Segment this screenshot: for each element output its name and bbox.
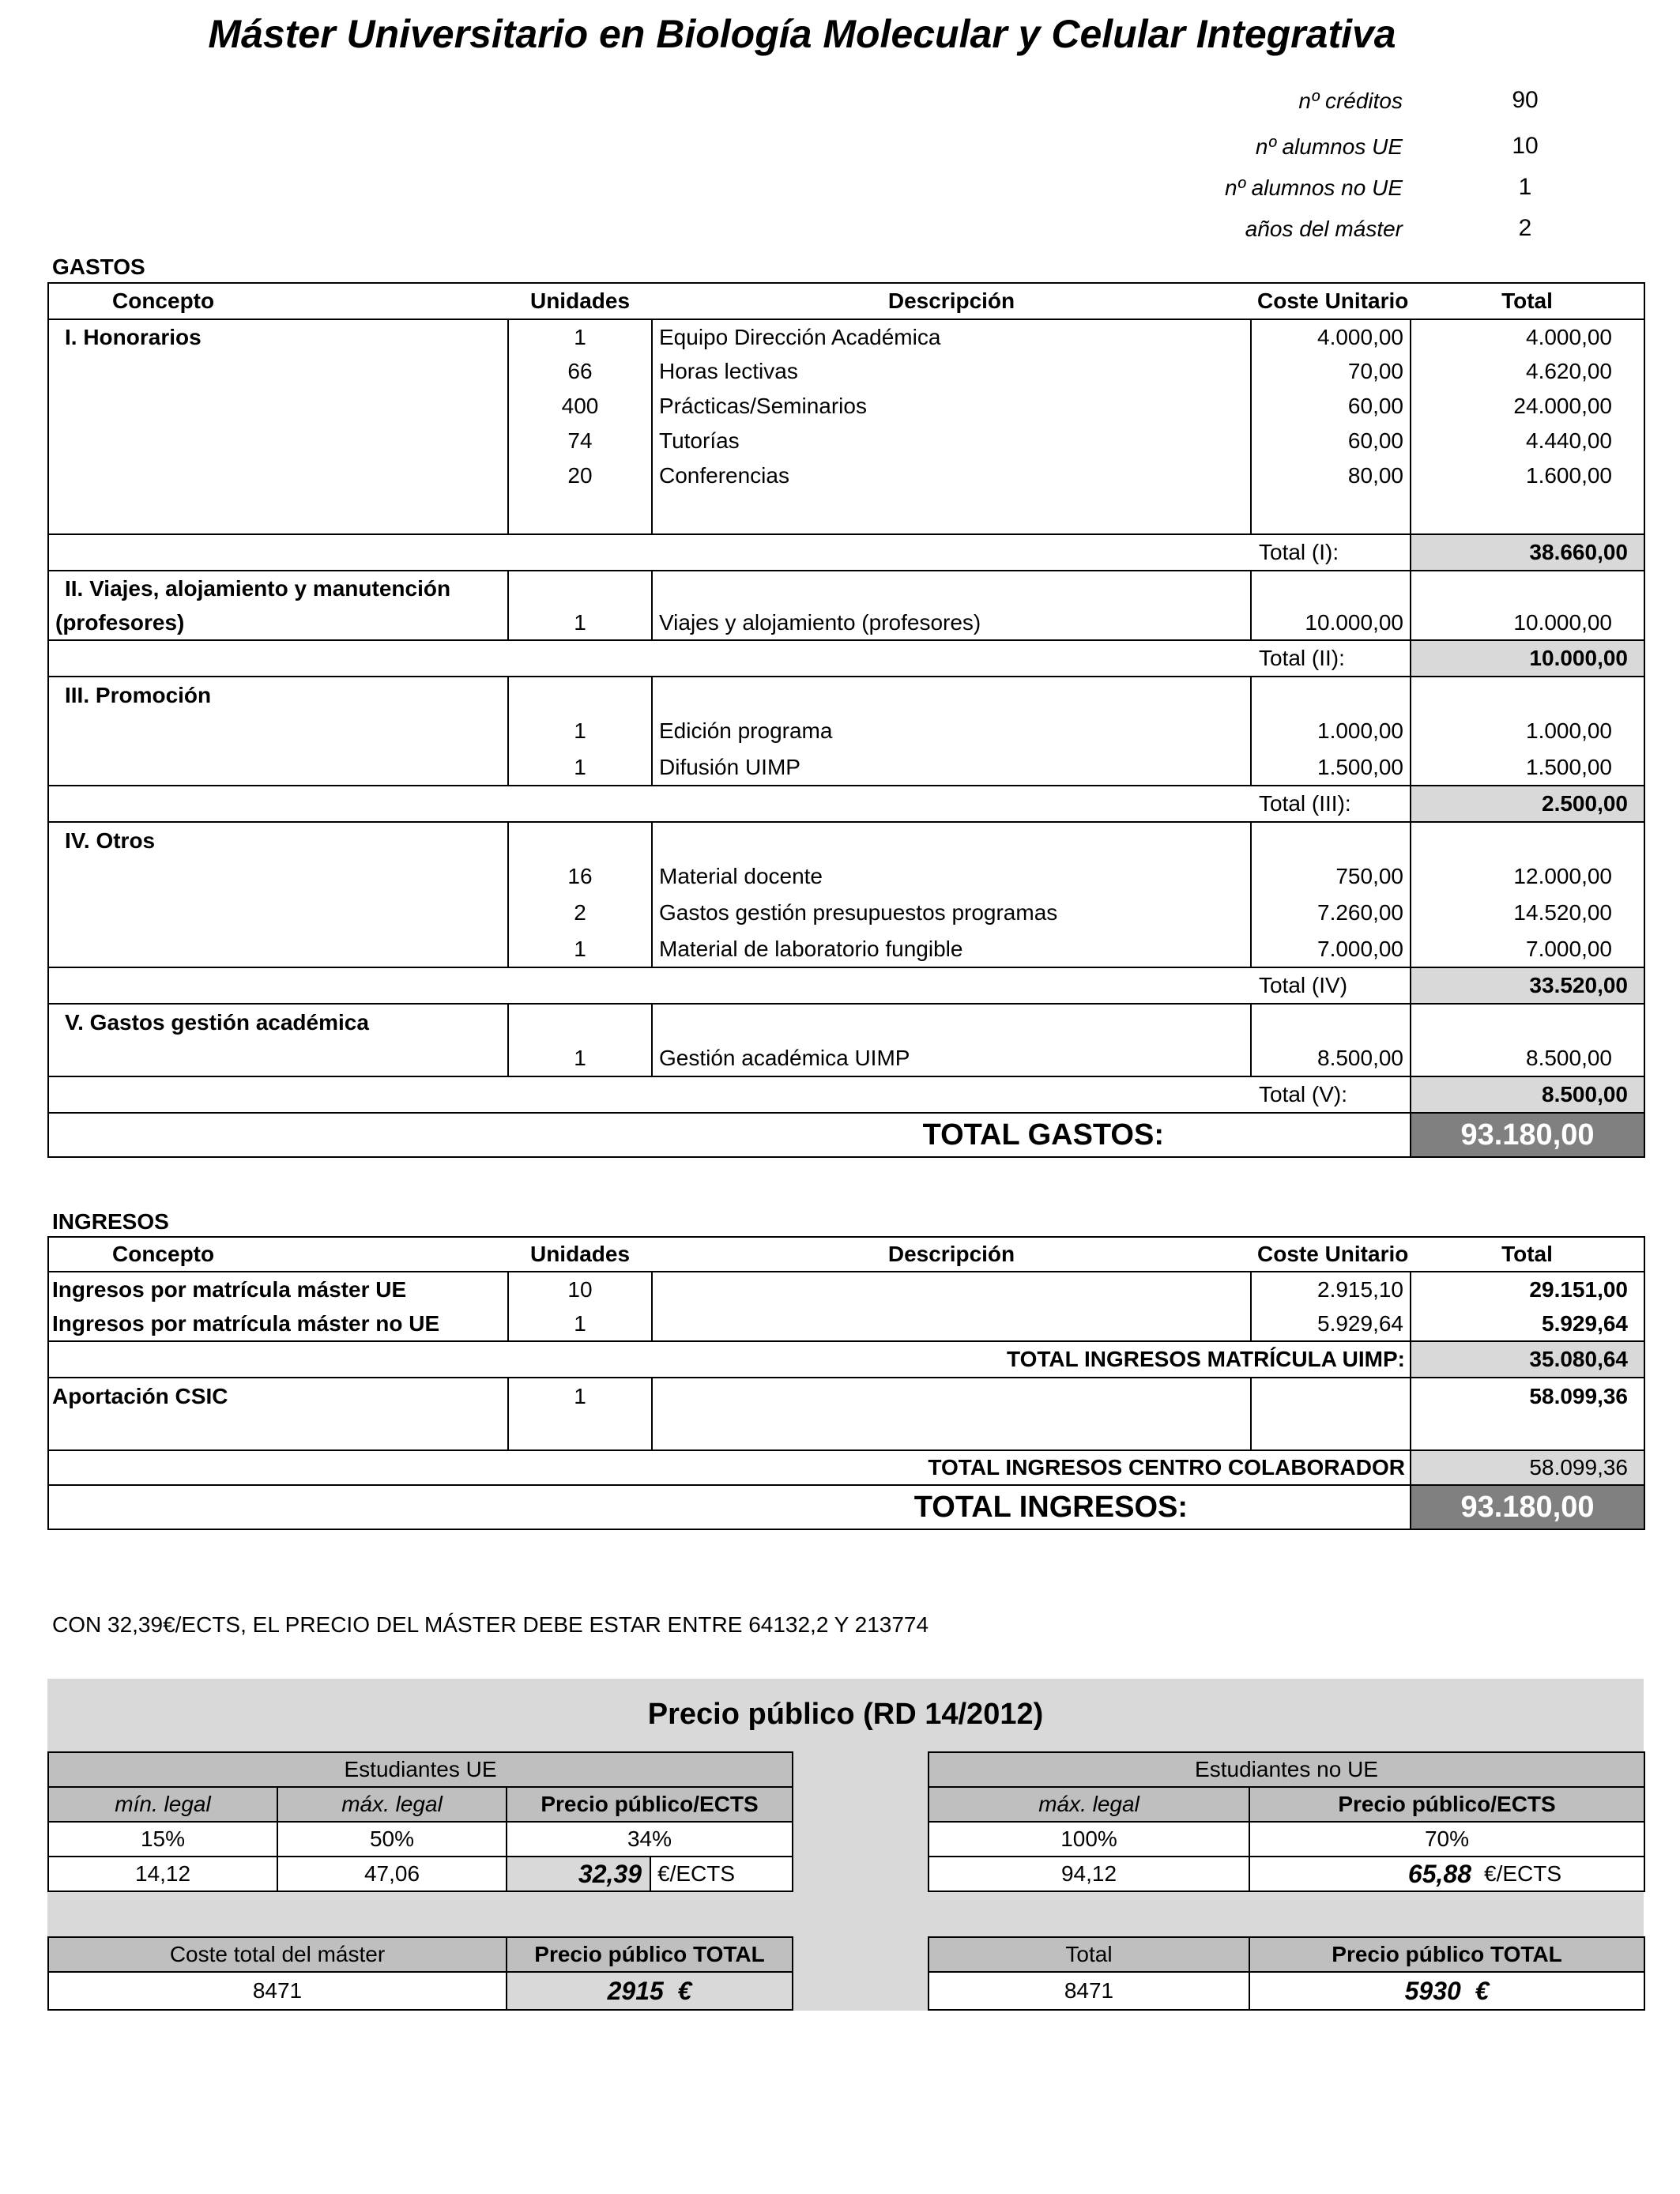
noue-val-max: 94,12	[929, 1857, 1249, 1891]
table-row	[48, 354, 1644, 389]
total-matricula-value: 35.080,64	[1411, 1341, 1644, 1378]
cell-coste: 8.500,00	[1251, 1040, 1411, 1076]
cell-total: 8.500,00	[1411, 1040, 1644, 1076]
cell-descripcion: Equipo Dirección Académica	[652, 319, 1251, 354]
ue-pct-min: 15%	[48, 1822, 277, 1857]
noue-coste-value: 8471	[929, 1972, 1249, 2010]
header-unidades: Unidades	[508, 1237, 652, 1272]
table-row	[48, 822, 1644, 858]
cell-total: 4.620,00	[1411, 354, 1644, 389]
noue-header: Estudiantes no UE	[929, 1752, 1644, 1787]
subtotal-row	[48, 640, 1644, 677]
subtotal-value: 10.000,00	[1411, 640, 1644, 677]
subtotal-row	[48, 1450, 1644, 1485]
subtotal-value: 2.500,00	[1411, 786, 1644, 822]
section-title-gestion: V. Gastos gestión académica	[48, 1004, 508, 1040]
gastos-table	[47, 282, 1645, 1158]
meta-value-alumnos-ue: 10	[1512, 133, 1539, 159]
cell-unidades: 1	[508, 749, 652, 786]
table-row	[929, 1972, 1644, 2010]
cell-coste: 60,00	[1251, 424, 1411, 458]
cell-total: 4.440,00	[1411, 424, 1644, 458]
cell-descripcion: Edición programa	[652, 713, 1251, 749]
total-ingresos-value: 93.180,00	[1411, 1485, 1644, 1529]
cell-unidades: 10	[508, 1272, 652, 1306]
header-coste: Coste Unitario	[1251, 283, 1411, 319]
subtotal-label: Total (III):	[1251, 786, 1411, 822]
header-unidades: Unidades	[508, 283, 652, 319]
cell-unidades: 74	[508, 424, 652, 458]
cell-concepto: Ingresos por matrícula máster UE	[48, 1272, 508, 1306]
table-row	[48, 1306, 1644, 1341]
cell-unidades: 1	[508, 713, 652, 749]
cell-unidades: 400	[508, 389, 652, 424]
cell-total: 1.500,00	[1411, 749, 1644, 786]
table-row	[929, 1822, 1644, 1857]
noue-pct-pp: 70%	[1249, 1822, 1644, 1857]
cell-unidades: 1	[508, 605, 652, 640]
cell-coste: 80,00	[1251, 458, 1411, 493]
table-row	[48, 458, 1644, 493]
subtotal-value: 33.520,00	[1411, 967, 1644, 1004]
cell-unidades: 1	[508, 1306, 652, 1341]
total-gastos-label: TOTAL GASTOS:	[652, 1113, 1251, 1157]
header-coste: Coste Unitario	[1251, 1237, 1411, 1272]
meta-label-alumnos-no-ue: nº alumnos no UE	[1224, 175, 1403, 200]
total-matricula-label: TOTAL INGRESOS MATRÍCULA UIMP:	[48, 1341, 1411, 1378]
ingresos-header-row	[48, 1237, 1644, 1272]
table-row	[48, 1857, 793, 1891]
meta-label-alumnos-ue: nº alumnos UE	[1255, 134, 1403, 159]
cell-coste: 70,00	[1251, 354, 1411, 389]
table-row	[48, 895, 1644, 931]
grand-total-row	[48, 1485, 1644, 1529]
cell-unidades: 1	[508, 1040, 652, 1076]
ue-total-label: Precio público TOTAL	[507, 1937, 793, 1972]
cell-empty	[48, 354, 508, 389]
table-row	[929, 1937, 1644, 1972]
noue-unit: €/ECTS	[1484, 1861, 1562, 1886]
cell-empty	[48, 458, 508, 493]
total-centro-value: 58.099,36	[1411, 1450, 1644, 1485]
ue-total-table	[47, 1936, 793, 2011]
table-row	[48, 1004, 1644, 1040]
ue-coste-value: 8471	[48, 1972, 507, 2010]
noue-total-table	[928, 1936, 1645, 2011]
gastos-header-row	[48, 283, 1644, 319]
section-title-honorarios: I. Honorarios	[48, 319, 508, 354]
noue-price-table	[928, 1751, 1645, 1892]
noue-ppe-label: Precio público/ECTS	[1249, 1787, 1644, 1822]
cell-coste: 60,00	[1251, 389, 1411, 424]
table-row	[48, 1787, 793, 1822]
cell-descripcion: Viajes y alojamiento (profesores)	[652, 605, 1251, 640]
meta-value-alumnos-no-ue: 1	[1518, 174, 1532, 200]
cell-coste: 5.929,64	[1251, 1306, 1411, 1341]
cell-total: 58.099,36	[1411, 1378, 1644, 1414]
total-centro-label: TOTAL INGRESOS CENTRO COLABORADOR	[48, 1450, 1411, 1485]
subtotal-label: Total (II):	[1251, 640, 1411, 677]
table-row	[48, 677, 1644, 713]
cell-total: 4.000,00	[1411, 319, 1644, 354]
subtotal-value: 38.660,00	[1411, 534, 1644, 571]
noue-coste-label: Total	[929, 1937, 1249, 1972]
ue-ppe-label: Precio público/ECTS	[507, 1787, 793, 1822]
meta-value-creditos: 90	[1512, 87, 1539, 113]
total-gastos-value: 93.180,00	[1411, 1113, 1644, 1157]
cell-coste: 2.915,10	[1251, 1272, 1411, 1306]
price-note: CON 32,39€/ECTS, EL PRECIO DEL MÁSTER DEBE ESTAR ENTRE 64132,2 Y 213774	[52, 1612, 929, 1637]
table-row	[48, 605, 1644, 640]
section-title-otros: IV. Otros	[48, 822, 508, 858]
ue-min-label: mín. legal	[48, 1787, 277, 1822]
ue-val-min: 14,12	[48, 1857, 277, 1891]
cell-total: 5.929,64	[1411, 1306, 1644, 1341]
subtotal-row	[48, 534, 1644, 571]
header-concepto: Concepto	[48, 283, 508, 319]
section-title-viajes: II. Viajes, alojamiento y manutención	[48, 571, 508, 605]
header-concepto: Concepto	[48, 1237, 508, 1272]
meta-label-creditos: nº créditos	[1298, 89, 1403, 113]
noue-pct-max: 100%	[929, 1822, 1249, 1857]
ue-val-pp-cell	[507, 1857, 793, 1891]
cell-unidades: 66	[508, 354, 652, 389]
subtotal-row	[48, 1341, 1644, 1378]
grand-total-row	[48, 1113, 1644, 1157]
cell-total: 1.600,00	[1411, 458, 1644, 493]
cell-unidades: 20	[508, 458, 652, 493]
section-title-viajes-2: (profesores)	[48, 605, 508, 640]
page-title: Máster Universitario en Biología Molecular y Celular Integrativa	[208, 12, 1396, 56]
ue-unit: €/ECTS	[650, 1857, 792, 1891]
table-row	[48, 713, 1644, 749]
cell-coste: 1.500,00	[1251, 749, 1411, 786]
cell-coste: 750,00	[1251, 858, 1411, 895]
cell-total: 29.151,00	[1411, 1272, 1644, 1306]
cell-concepto: Aportación CSIC	[48, 1378, 508, 1414]
table-row-spacer	[48, 1414, 1644, 1450]
header-total: Total	[1411, 283, 1644, 319]
cell-coste: 4.000,00	[1251, 319, 1411, 354]
ue-max-label: máx. legal	[277, 1787, 507, 1822]
cell-coste: 7.260,00	[1251, 895, 1411, 931]
ingresos-table	[47, 1236, 1645, 1530]
cell-descripcion: Gestión académica UIMP	[652, 1040, 1251, 1076]
table-row	[48, 1822, 793, 1857]
cell-unidades: 1	[508, 319, 652, 354]
table-row	[929, 1752, 1644, 1787]
cell-total: 7.000,00	[1411, 931, 1644, 967]
gastos-label: GASTOS	[52, 254, 145, 279]
ue-total-value: 2915 €	[507, 1972, 793, 2010]
cell-unidades: 1	[508, 1378, 652, 1414]
table-row	[48, 1378, 1644, 1414]
table-row	[48, 931, 1644, 967]
cell-unidades: 2	[508, 895, 652, 931]
table-row	[929, 1857, 1644, 1891]
header-descripcion: Descripción	[652, 283, 1251, 319]
cell-coste: 7.000,00	[1251, 931, 1411, 967]
table-row	[48, 389, 1644, 424]
cell-total: 10.000,00	[1411, 605, 1644, 640]
cell-descripcion: Gastos gestión presupuestos programas	[652, 895, 1251, 931]
cell-descripcion: Horas lectivas	[652, 354, 1251, 389]
precio-title: Precio público (RD 14/2012)	[647, 1698, 1044, 1731]
table-row	[48, 424, 1644, 458]
noue-max-label: máx. legal	[929, 1787, 1249, 1822]
subtotal-row	[48, 967, 1644, 1004]
cell-unidades: 16	[508, 858, 652, 895]
ingresos-label: INGRESOS	[52, 1209, 169, 1234]
cell-empty	[48, 424, 508, 458]
cell-coste: 1.000,00	[1251, 713, 1411, 749]
table-row	[48, 858, 1644, 895]
cell-concepto: Ingresos por matrícula máster no UE	[48, 1306, 508, 1341]
ue-pct-pp: 34%	[507, 1822, 793, 1857]
noue-val-pp-cell	[1249, 1857, 1644, 1891]
cell-coste: 10.000,00	[1251, 605, 1411, 640]
cell-total: 24.000,00	[1411, 389, 1644, 424]
table-row-spacer	[48, 493, 1644, 534]
cell-empty	[48, 389, 508, 424]
cell-total: 1.000,00	[1411, 713, 1644, 749]
table-row	[48, 1272, 1644, 1306]
table-row	[48, 571, 1644, 605]
cell-descripcion: Prácticas/Seminarios	[652, 389, 1251, 424]
total-ingresos-label: TOTAL INGRESOS:	[652, 1485, 1251, 1529]
table-row	[48, 319, 1644, 354]
noue-total-value: 5930 €	[1249, 1972, 1644, 2010]
header-total: Total	[1411, 1237, 1644, 1272]
table-row	[929, 1787, 1644, 1822]
ue-coste-label: Coste total del máster	[48, 1937, 507, 1972]
ue-price-table	[47, 1751, 793, 1892]
table-row	[48, 1937, 793, 1972]
subtotal-row	[48, 786, 1644, 822]
meta-value-anos: 2	[1518, 215, 1532, 241]
noue-val-pp: 65,88	[1407, 1859, 1471, 1888]
subtotal-value: 8.500,00	[1411, 1076, 1644, 1113]
subtotal-row	[48, 1076, 1644, 1113]
cell-descripcion: Material docente	[652, 858, 1251, 895]
ue-pct-max: 50%	[277, 1822, 507, 1857]
subtotal-label: Total (IV)	[1251, 967, 1411, 1004]
noue-total-label: Precio público TOTAL	[1249, 1937, 1644, 1972]
table-row	[48, 1040, 1644, 1076]
cell-descripcion: Material de laboratorio fungible	[652, 931, 1251, 967]
table-row	[48, 1972, 793, 2010]
header-descripcion: Descripción	[652, 1237, 1251, 1272]
meta-label-anos: años del máster	[1245, 217, 1403, 241]
cell-descripcion: Difusión UIMP	[652, 749, 1251, 786]
ue-val-pp: 32,39	[578, 1859, 642, 1888]
table-row	[48, 1752, 793, 1787]
section-title-promocion: III. Promoción	[48, 677, 508, 713]
cell-descripcion: Tutorías	[652, 424, 1251, 458]
cell-total: 12.000,00	[1411, 858, 1644, 895]
subtotal-label: Total (V):	[1251, 1076, 1411, 1113]
table-row	[48, 749, 1644, 786]
cell-descripcion: Conferencias	[652, 458, 1251, 493]
subtotal-label: Total (I):	[1251, 534, 1411, 571]
ue-header: Estudiantes UE	[48, 1752, 793, 1787]
cell-total: 14.520,00	[1411, 895, 1644, 931]
cell-unidades: 1	[508, 931, 652, 967]
ue-val-max: 47,06	[277, 1857, 507, 1891]
